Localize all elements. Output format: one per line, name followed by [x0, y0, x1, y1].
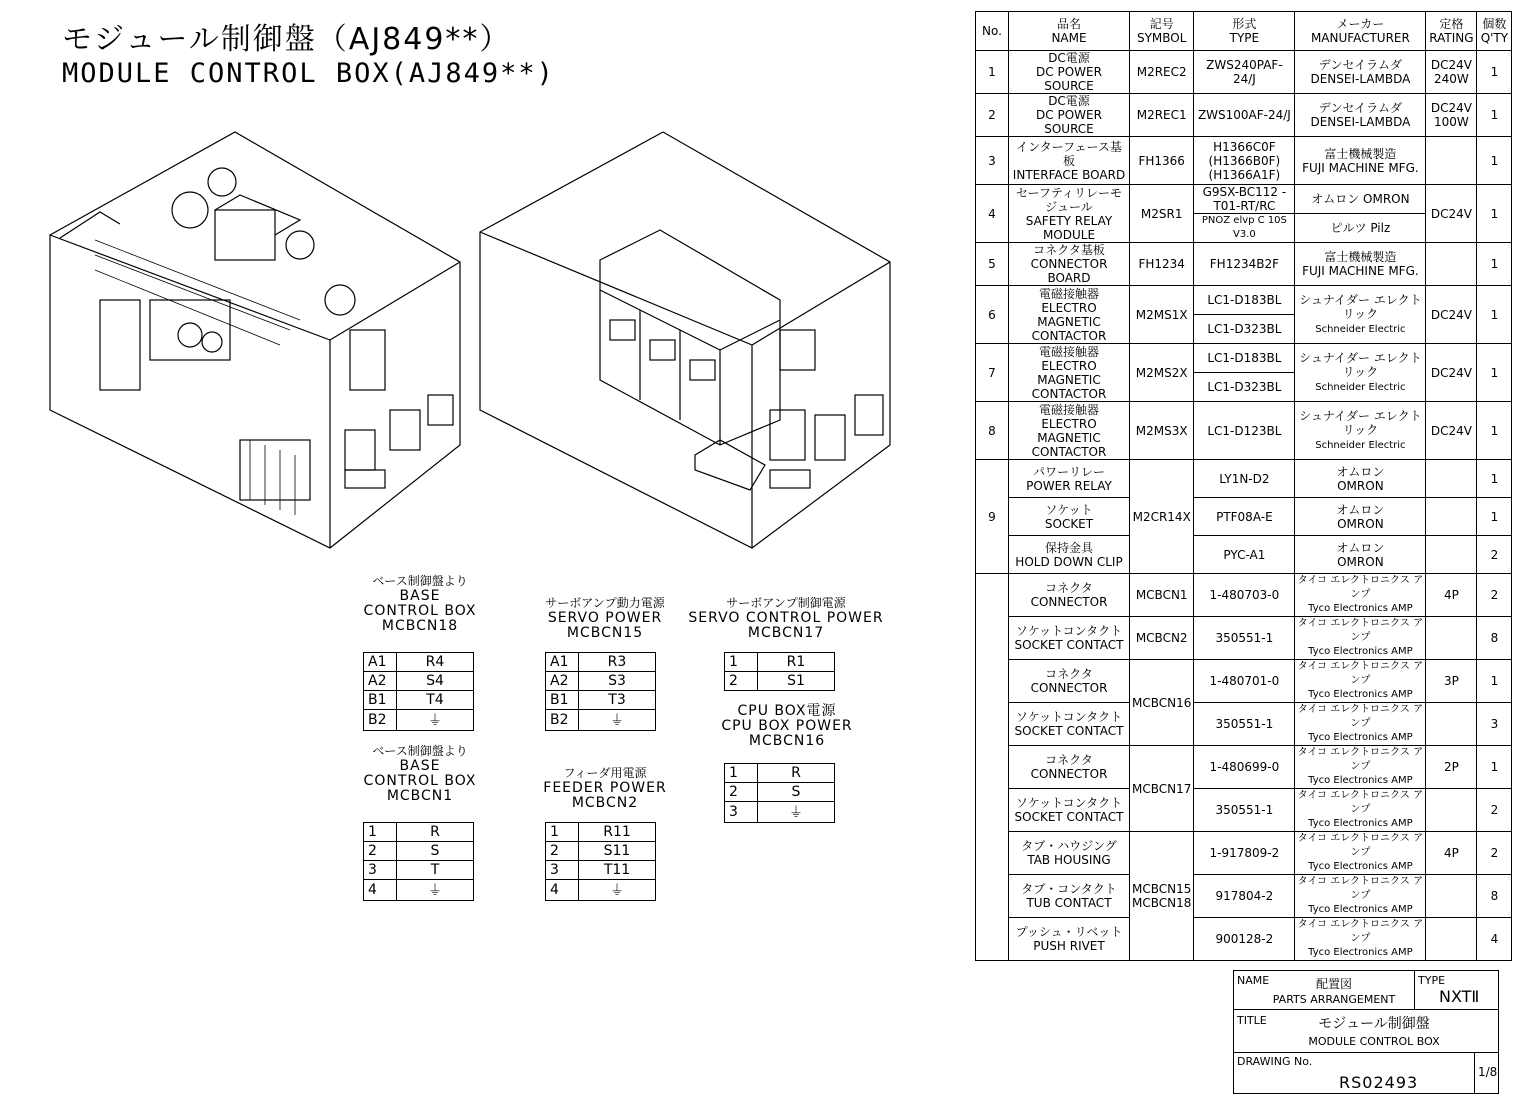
table-row: LC1-D323BL [976, 373, 1512, 402]
connector-label-mcbcn2: フィーダ用電源 FEEDER POWER MCBCN2 [543, 766, 667, 811]
header-qty: 個数 Q'TY [1477, 12, 1512, 51]
header-no: No. [976, 12, 1009, 51]
table-row: LC1-D323BL [976, 315, 1512, 344]
table-row: コネクタ CONNECTOR MCBCN16 1-480701-0 タイコ エレクトロニクス アンプ Tyco Electronics AMP 3P 1 [976, 660, 1512, 703]
connector-label-mcbcn16: CPU BOX電源 CPU BOX POWER MCBCN16 [721, 703, 853, 749]
connector-label-mcbcn1: ベース制御盤より BASE CONTROL BOX MCBCN1 [363, 744, 477, 804]
title-block: NAME 配置図 PARTS ARRANGEMENT TYPE NXTⅡ TITLE モジュール制御盤 MODULE CONTROL BOX DRAWING No. RS02493 1/8 [1233, 970, 1499, 1094]
connector-label-mcbcn18: ベース制御盤より BASE CONTROL BOX MCBCN18 [363, 574, 477, 634]
left-box-illustration [50, 132, 460, 548]
right-box-illustration [480, 132, 890, 548]
title-japanese: モジュール制御盤（AJ849**） [62, 22, 512, 57]
parts-list-table [975, 11, 1512, 961]
table-row: PNOZ elvp C 10S V3.0 ピルツ Pilz [976, 214, 1512, 243]
table-row: コネクタ CONNECTOR MCBCN1 1-480703-0 タイコ エレクトロニクス アンプ Tyco Electronics AMP 4P 2 [976, 574, 1512, 617]
table-row: 3 インターフェース基板 INTERFACE BOARD FH1366 H1366C0F (H1366B0F) (H1366A1F) 富士機械製造 FUJI MACHINE MFG. 1 [976, 137, 1512, 185]
connector-table-mcbcn1: 1 R 2 S 3 T 4 ⏚ [363, 822, 474, 901]
connector-table-mcbcn18: A1 R4 A2 S4 B1 T4 B2 ⏚ [363, 652, 474, 731]
header-symbol: 記号 SYMBOL [1130, 12, 1194, 51]
connector-table-mcbcn15: A1 R3 A2 S3 B1 T3 B2 ⏚ [545, 652, 656, 731]
table-row: コネクタ CONNECTOR MCBCN17 1-480699-0 タイコ エレクトロニクス アンプ Tyco Electronics AMP 2P 1 [976, 746, 1512, 789]
table-row: ソケットコンタクト SOCKET CONTACT 350551-1 タイコ エレクトロニクス アンプ Tyco Electronics AMP 2 [976, 789, 1512, 832]
table-row: 保持金具 HOLD DOWN CLIP PYC-A1 オムロン OMRON 2 [976, 536, 1512, 574]
table-row: ソケットコンタクト SOCKET CONTACT MCBCN2 350551-1 タイコ エレクトロニクス アンプ Tyco Electronics AMP 8 [976, 617, 1512, 660]
table-row: 4 セーフティリレーモジュール SAFETY RELAY MODULE M2SR1 G9SX-BC112 -T01-RT/RC オムロン OMRON DC24V 1 [976, 185, 1512, 214]
table-row: 7 電磁接触器 ELECTRO MAGNETIC CONTACTOR M2MS2X LC1-D183BL シュナイダー エレクトリック Schneider Electric DC24V 1 [976, 344, 1512, 373]
table-row: 2 DC電源 DC POWER SOURCE M2REC1 ZWS100AF-24/J デンセイラムダ DENSEI-LAMBDA DC24V 100W 1 [976, 94, 1512, 137]
header-type: 形式 TYPE [1194, 12, 1295, 51]
table-row: 8 電磁接触器 ELECTRO MAGNETIC CONTACTOR M2MS3X LC1-D123BL シュナイダー エレクトリック Schneider Electric DC24V 1 [976, 402, 1512, 460]
connector-table-mcbcn17: 1 R1 2 S1 [724, 652, 835, 691]
header-name: 品名 NAME [1009, 12, 1130, 51]
connector-table-mcbcn2: 1 R11 2 S11 3 T11 4 ⏚ [545, 822, 656, 901]
table-row: 1 DC電源 DC POWER SOURCE M2REC2 ZWS240PAF-24/J デンセイラムダ DENSEI-LAMBDA DC24V 240W 1 [976, 51, 1512, 94]
title-english: MODULE CONTROL BOX(AJ849**) [62, 58, 555, 89]
table-header-row [976, 12, 1512, 51]
table-row: プッシュ・リベット PUSH RIVET 900128-2 タイコ エレクトロニクス アンプ Tyco Electronics AMP 4 [976, 918, 1512, 961]
table-row: 9 パワーリレー POWER RELAY M2CR14X LY1N-D2 オムロン OMRON 1 [976, 460, 1512, 498]
connector-table-mcbcn16: 1 R 2 S 3 ⏚ [724, 763, 835, 823]
table-row: タブ・コンタクト TUB CONTACT 917804-2 タイコ エレクトロニクス アンプ Tyco Electronics AMP 8 [976, 875, 1512, 918]
header-manufacturer: メーカー MANUFACTURER [1295, 12, 1426, 51]
connector-label-mcbcn15: サーボアンプ動力電源 SERVO POWER MCBCN15 [545, 596, 665, 641]
table-row: タブ・ハウジング TAB HOUSING MCBCN15 MCBCN18 1-917809-2 タイコ エレクトロニクス アンプ Tyco Electronics AMP 4P 2 [976, 832, 1512, 875]
table-row: ソケットコンタクト SOCKET CONTACT 350551-1 タイコ エレクトロニクス アンプ Tyco Electronics AMP 3 [976, 703, 1512, 746]
table-row: 5 コネクタ基板 CONNECTOR BOARD FH1234 FH1234B2F 富士機械製造 FUJI MACHINE MFG. 1 [976, 243, 1512, 286]
table-row: 6 電磁接触器 ELECTRO MAGNETIC CONTACTOR M2MS1X LC1-D183BL シュナイダー エレクトリック Schneider Electric DC24V 1 [976, 286, 1512, 315]
table-row: ソケット SOCKET PTF08A-E オムロン OMRON 1 [976, 498, 1512, 536]
connector-label-mcbcn17: サーボアンプ制御電源 SERVO CONTROL POWER MCBCN17 [688, 596, 884, 641]
header-rating: 定格 RATING [1426, 12, 1477, 51]
